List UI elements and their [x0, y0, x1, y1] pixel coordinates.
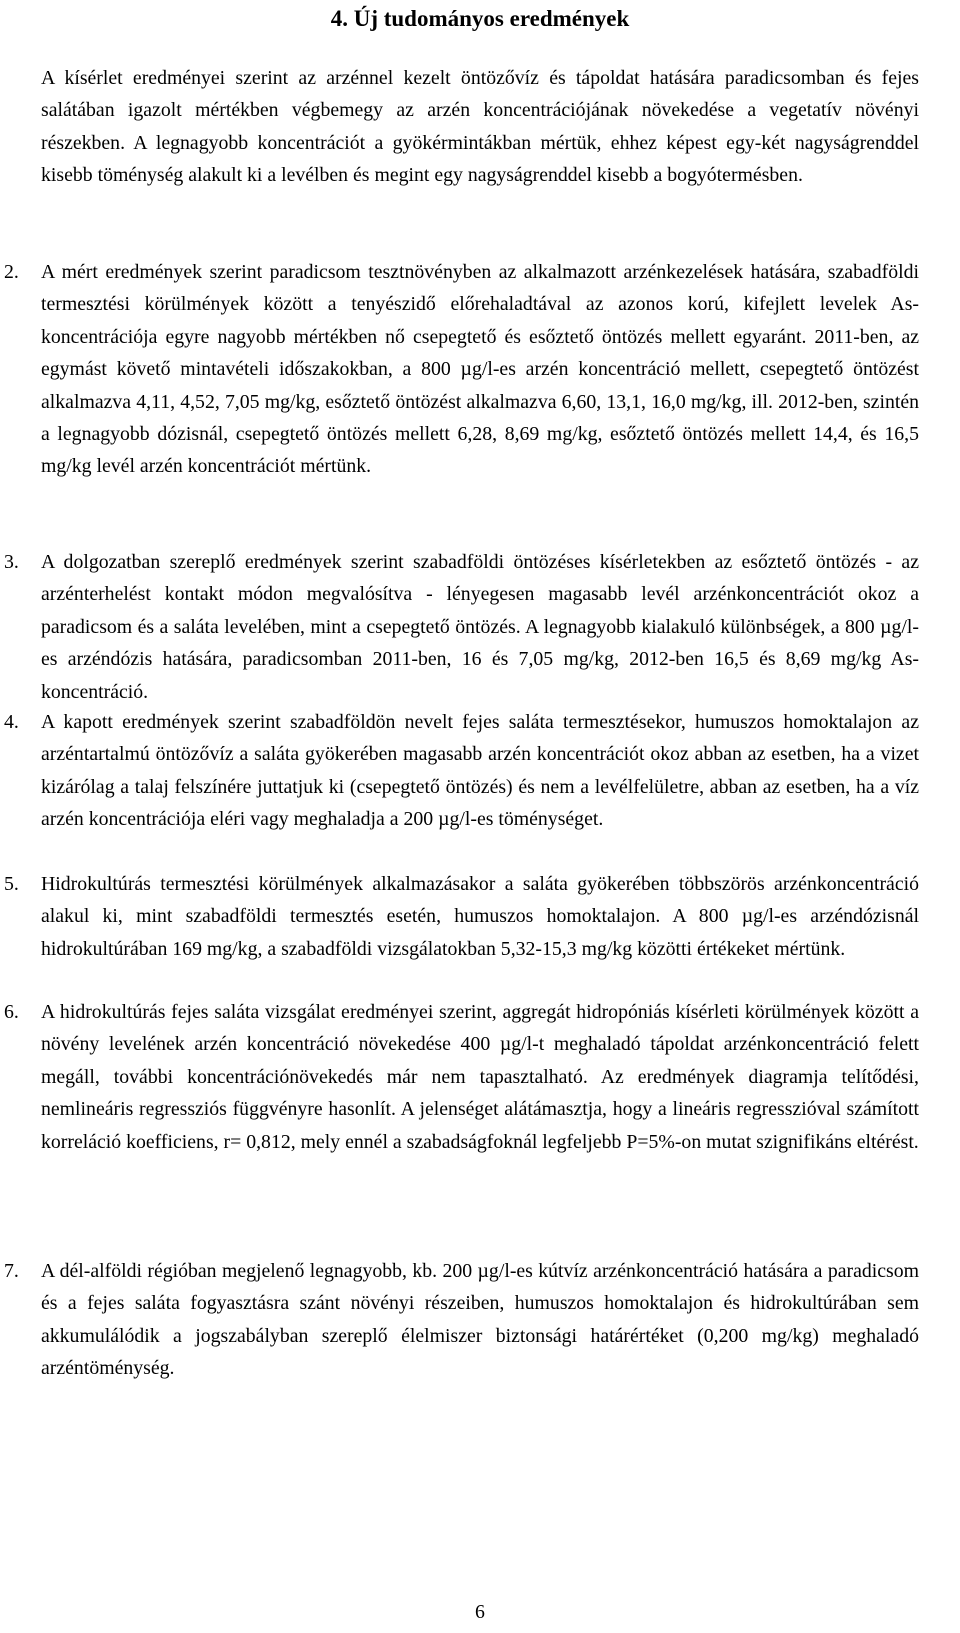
result-text-6: A hidrokultúrás fejes saláta vizsgálat eredményei szerint, aggregát hidropóniás kísérleti körülmények között a növény levelének arzén koncentráció növekedése 400 µg/l-t meghaladó tápoldat arzénkoncentráció felett megáll, további koncentrációnövekedés már nem tapasztalható. Az eredmények diagramja telítődési, nemlineáris regressziós függvényre hasonlít. A jelenséget alátámasztja, hogy a lineáris regresszióval számított korreláció koefficiens, r= 0,812, mely ennél a szabadságfoknál legfeljebb P=5%-on mutat szignifikáns eltérést.	[41, 1001, 919, 1153]
result-item-1	[0, 62, 960, 192]
result-number-6: 6.	[4, 1001, 19, 1023]
result-text-5: Hidrokultúrás termesztési körülmények alkalmazásakor a saláta gyökerében többszörös arzénkoncentráció alakul ki, mint szabadföldi termesztés esetén, humuszos homoktalajon. A 800 µg/l-es arzéndózisnál hidrokultúrában 169 mg/kg, a szabadföldi vizsgálatokban 5,32-15,3 mg/kg közötti értékeket mértünk.	[41, 873, 919, 960]
result-item-5	[0, 868, 960, 965]
result-number-2: 2.	[4, 261, 19, 283]
result-item-2	[0, 256, 960, 483]
result-number-3: 3.	[4, 551, 19, 573]
result-item-7	[0, 1255, 960, 1385]
result-item-6	[0, 996, 960, 1158]
result-text-7: A dél-alföldi régióban megjelenő legnagyobb, kb. 200 µg/l-es kútvíz arzénkoncentráció hatására a paradicsom és a fejes saláta fogyasztásra szánt növényi részeiben, humuszos homoktalajon és hidrokultúrában sem akkumulálódik a jogszabályban szereplő élelmiszer biztonsági határértéket (0,200 mg/kg) meghaladó arzéntöménység.	[41, 1260, 919, 1380]
result-text-2: A mért eredmények szerint paradicsom tesztnövényben az alkalmazott arzénkezelések hatására, szabadföldi termesztési körülmények között a tenyészidő előrehaladtával az azonos korú, kifejlett levelek As-koncentrációja egyre nagyobb mértékben nő csepegtető és esőztető öntözés mellett egyaránt. 2011-ben, az egymást követő mintavételi időszakokban, a 800 µg/l-es arzén koncentráció mellett, csepegtető öntözést alkalmazva 4,11, 4,52, 7,05 mg/kg, esőztető öntözést alkalmazva 6,60, 13,1, 16,0 mg/kg, ill. 2012-ben, szintén a legnagyobb dózisnál, csepegtető öntözés mellett 6,28, 8,69 mg/kg, esőztető öntözés mellett 14,4, és 16,5 mg/kg levél arzén koncentrációt mértünk.	[41, 261, 919, 478]
result-text-4: A kapott eredmények szerint szabadföldön nevelt fejes saláta termesztésekor, humuszos homoktalajon az arzéntartalmú öntözővíz a saláta gyökerében magasabb arzén koncentrációt okoz abban az esetben, ha a vizet kizárólag a talaj felszínére juttatjuk ki (csepegtető öntözés) és nem a levélfelületre, abban az esetben, ha a víz arzén koncentrációja eléri vagy meghaladja a 200 µg/l-es töménységet.	[41, 711, 919, 831]
result-number-5: 5.	[4, 873, 19, 895]
section-heading: 4. Új tudományos eredmények	[330, 6, 630, 31]
result-text-1-content: A kísérlet eredményei szerint az arzénnel kezelt öntözővíz és tápoldat hatására paradicsomban és fejes salátában igazolt mértékben végbemegy az arzén koncentrációjának növekedése a vegetatív növényi részekben. A legnagyobb koncentrációt a gyökérmintákban mértük, ehhez képest egy-két nagyságrenddel kisebb töménység alakult ki a levélben és megint egy nagyságrenddel kisebb a bogyótermésben.	[41, 67, 919, 187]
page-number: 6	[475, 1601, 485, 1623]
result-text-1	[41, 62, 919, 192]
result-number-1	[0, 62, 5, 94]
result-item-3	[0, 546, 960, 708]
result-text-3: A dolgozatban szereplő eredmények szerint szabadföldi öntözéses kísérletekben az esőztető öntözés - az arzénterhelést kontakt módon megvalósítva - lényegesen magasabb levél arzénkoncentrációt okoz a paradicsom és a saláta levelében, mint a csepegtető öntözés. A legnagyobb kialakuló különbségek, a 800 µg/l-es arzéndózis hatására, paradicsomban 2011-ben, 16 és 7,05 mg/kg, 2012-ben 16,5 és 8,69 mg/kg As-koncentráció.	[41, 551, 919, 703]
result-number-4: 4.	[4, 711, 19, 733]
result-number-7: 7.	[4, 1260, 19, 1282]
result-item-4	[0, 706, 960, 836]
